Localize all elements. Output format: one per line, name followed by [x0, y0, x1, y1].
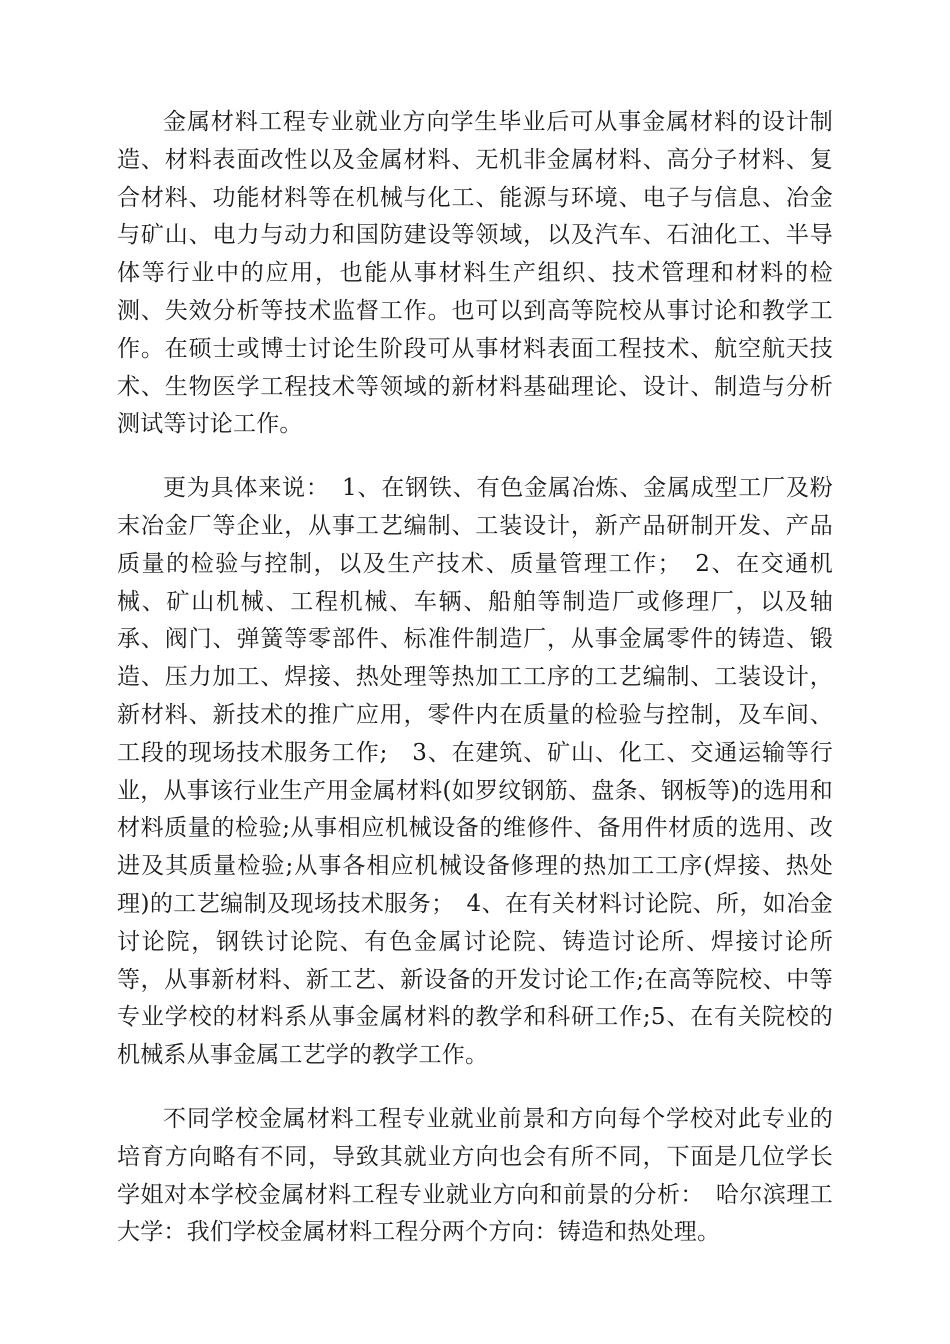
document-body	[117, 104, 833, 1278]
paragraph-school-differences: 不同学校金属材料工程专业就业前景和方向每个学校对此专业的培育方向略有不同，导致其就业方向也会有所不同，下面是几位学长学姐对本学校金属材料工程专业就业方向和前景的分析： 哈尔滨理工大学：我们学校金属材料工程分两个方向：铸造和热处理。	[117, 1105, 833, 1246]
paragraph-specific-careers: 更为具体来说： 1、在钢铁、有色金属冶炼、金属成型工厂及粉末冶金厂等企业，从事工艺编制、工装设计，新产品研制开发、产品质量的检验与控制，以及生产技术、质量管理工作； 2、在交通机械、矿山机械、工程机械、车辆、船舶等制造厂或修理厂，以及轴承、阀门、弹簧等零部件、标准件制造厂，从事金属零件的铸造、锻造、压力加工、焊接、热处理等热加工工序的工艺编制、工装设计，新材料、新技术的推广应用，零件内在质量的检验与控制，及车间、工段的现场技术服务工作; 3、在建筑、矿山、化工、交通运输等行业，从事该行业生产用金属材料(如罗纹钢筋、盘条、钢板等)的选用和材料质量的检验;从事相应机械设备的维修件、备用件材质的选用、改进及其质量检验;从事各相应机械设备修理的热加工工序(焊接、热处理)的工艺编制及现场技术服务； 4、在有关材料讨论院、所，如冶金讨论院，钢铁讨论院、有色金属讨论院、铸造讨论所、焊接讨论所等，从事新材料、新工艺、新设备的开发讨论工作;在高等院校、中等专业学校的材料系从事金属材料的教学和科研工作;5、在有关院校的机械系从事金属工艺学的教学工作。	[117, 475, 833, 1069]
paragraph-career-overview: 金属材料工程专业就业方向学生毕业后可从事金属材料的设计制造、材料表面改性以及金属材料、无机非金属材料、高分子材料、复合材料、功能材料等在机械与化工、能源与环境、电子与信息、冶金与矿山、电力与动力和国防建设等领域，以及汽车、石油化工、半导体等行业中的应用，也能从事材料生产组织、技术管理和材料的检测、失效分析等技术监督工作。也可以到高等院校从事讨论和教学工作。在硕士或博士讨论生阶段可从事材料表面工程技术、航空航天技术、生物医学工程技术等领域的新材料基础理论、设计、制造与分析测试等讨论工作。	[117, 109, 833, 438]
